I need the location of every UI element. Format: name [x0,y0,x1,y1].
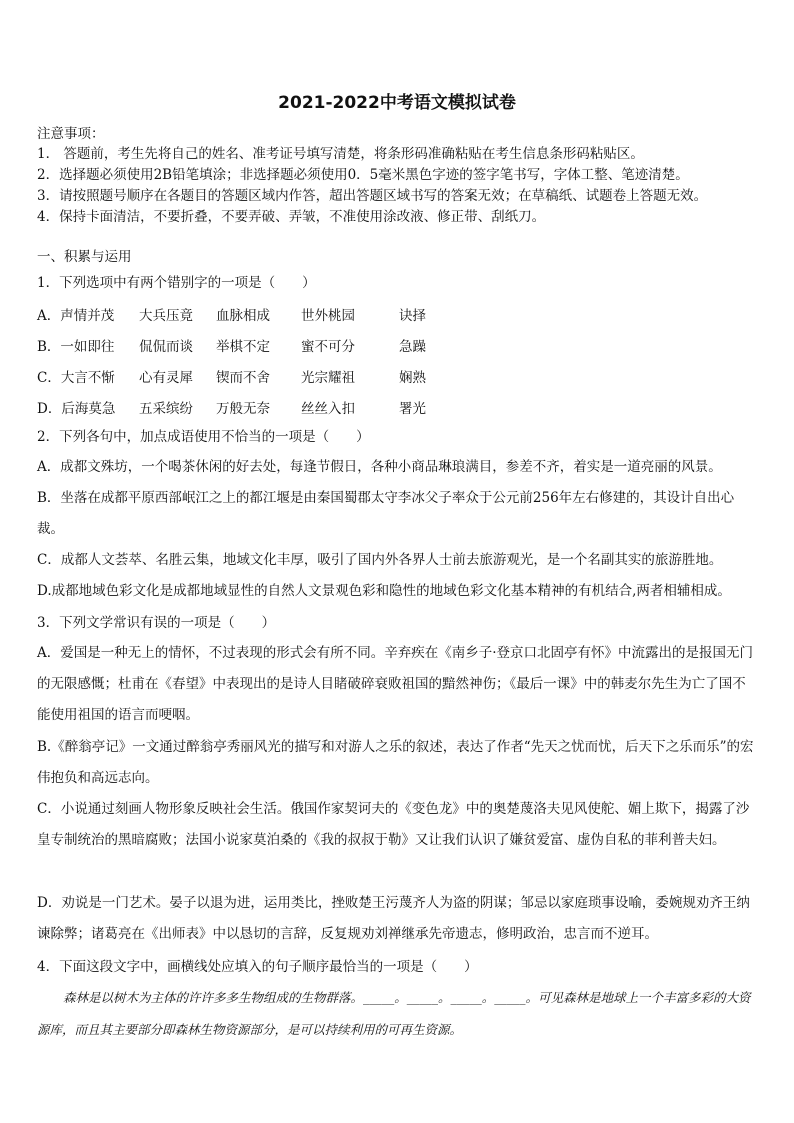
option-word: 光宗耀祖 [301,370,355,386]
option-word: 诀择 [399,308,426,324]
notice-item-4: 4．保持卡面清洁，不要折叠，不要弄破、弄皱，不准使用涂改液、修正带、刮纸刀。 [37,209,546,225]
question-2-option-a: A．成都文殊坊，一个喝茶休闲的好去处，每逢节假日，各种小商品琳琅满目，参差不齐，着实是一道亮丽的风景。 [37,459,722,475]
option-label: A．声情并茂 [37,308,115,324]
option-word: 万般无奈 [216,401,270,417]
option-word: 急躁 [399,339,426,355]
option-word: 心有灵犀 [139,370,193,386]
option-word: 血脉相成 [216,308,270,324]
option-label: D．后海莫急 [37,401,116,417]
question-3-option-a: A．爱国是一种无上的情怀，不过表现的形式会有所不同。辛弃疾在《南乡子·登京口北固亭有怀》中流露出的是报国无门的无限感慨；杜甫在《春望》中表现出的是诗人目睹破碎衰败祖国的黯然神伤；《最后一课》中的韩麦尔先生为亡了国不能使用祖国的语言而哽咽。 [37,645,754,723]
option-word: 锲而不舍 [216,370,270,386]
question-3-option-b: B.《醉翁亭记》一文通过醉翁亭秀丽风光的描写和对游人之乐的叙述，表达了作者“先天之忧而忧，后天下之乐而乐”的宏伟抱负和高远志向。 [37,739,754,786]
option-word: 五采缤纷 [139,401,193,417]
option-word: 世外桃园 [301,308,355,324]
question-4-stem: 4．下面这段文字中，画横线处应填入的句子顺序最恰当的一项是（ ） [37,959,478,975]
option-word: 大兵压竟 [139,308,193,324]
question-3-option-d: D．劝说是一门艺术。晏子以退为进，运用类比，挫败楚王污蔑齐人为盗的阴谋；邹忌以家庭琐事设喻，委婉规劝齐王纳谏除弊；诸葛亮在《出师表》中以恳切的言辞，反复规劝刘禅继承先帝遗志，修明政治，忠言而不逆耳。 [37,895,750,942]
question-4-passage: 森林是以树木为主体的许许多多生物组成的生物群落。_____。_____。_____。_____。可见森林是地球上一个丰富多彩的大资源库，而且其主要部分即森林生物资源部分，是可以持续利用的可再生资源。 [37,990,751,1037]
question-2-option-d: D.成都地域色彩文化是成都地域显性的自然人文景观色彩和隐性的地域色彩文化基本精神的有机结合,两者相辅相成。 [37,583,731,599]
notice-item-3: 3．请按照题号顺序在各题目的答题区域内作答，超出答题区域书写的答案无效；在草稿纸、试题卷上答题无效。 [37,188,708,204]
option-label: B．一如即往 [37,339,115,355]
notice-item-1: 1． 答题前，考生先将自己的姓名、准考证号填写清楚，将条形码准确粘贴在考生信息条形码粘贴区。 [37,146,644,162]
question-2-option-c: C．成都人文荟萃、名胜云集，地域文化丰厚，吸引了国内外各界人士前去旅游观光，是一个名副其实的旅游胜地。 [37,552,723,568]
option-word: 侃侃而谈 [139,339,193,355]
option-label: C．大言不惭 [37,370,115,386]
page-title: 2021-2022中考语文模拟试卷 [278,93,516,113]
option-word: 蜜不可分 [301,339,355,355]
question-2-option-b: B．坐落在成都平原西部岷江之上的都江堰是由秦国蜀郡太守李冰父子率众于公元前256年左右修建的，其设计自出心裁。 [37,490,735,537]
question-1-stem: 1．下列选项中有两个错别字的一项是（ ） [37,275,316,291]
question-2-stem: 2．下列各句中，加点成语使用不恰当的一项是（ ） [37,429,370,445]
notice-heading: 注意事项： [37,126,105,142]
section-heading: 一、积累与运用 [37,249,132,265]
option-word: 举棋不定 [216,339,270,355]
option-word: 娴熟 [399,370,426,386]
option-word: 丝丝入扣 [301,401,355,417]
question-3-stem: 3．下列文学常识有误的一项是（ ） [37,615,276,631]
question-3-option-c: C．小说通过刻画人物形象反映社会生活。俄国作家契诃夫的《变色龙》中的奥楚蔑洛夫见风使舵、媚上欺下，揭露了沙皇专制统治的黑暗腐败；法国小说家莫泊桑的《我的叔叔于勒》又让我们认识了嫌贫爱富、虚伪自私的菲利普夫妇。 [37,801,750,848]
notice-item-2: 2．选择题必须使用2B铅笔填涂；非选择题必须使用0．5毫米黑色字迹的签字笔书写，字体工整、笔迹清楚。 [37,167,689,183]
option-word: 署光 [399,401,426,417]
